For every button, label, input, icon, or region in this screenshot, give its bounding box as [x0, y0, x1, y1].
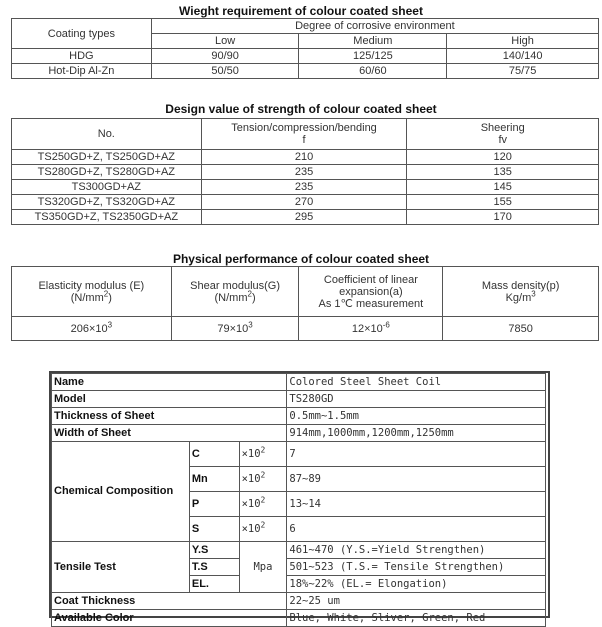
strength-cell: 120 [407, 150, 599, 165]
weight-level-high: High [447, 34, 599, 49]
strength-cell: 235 [201, 165, 407, 180]
spec-chem-unit [239, 517, 287, 542]
spec-chem-unit-base: ×10 [241, 447, 261, 460]
physical-col-elasticity [12, 267, 172, 317]
weight-title: Wieght requirement of colour coated sheet [179, 4, 423, 18]
spec-model-value: TS280GD [287, 391, 546, 408]
physical-col-density-unit: Kg/m [505, 291, 532, 304]
spec-chem-value: 7 [287, 442, 546, 467]
weight-row [12, 49, 599, 64]
physical-value-elasticity-base: 206×10 [70, 322, 108, 335]
physical-table [11, 266, 599, 341]
spec-tensile-key: Y.S [189, 542, 239, 559]
spec-name-value: Colored Steel Sheet Coil [287, 374, 546, 391]
weight-level-low: Low [151, 34, 299, 49]
weight-col-coating: Coating types [12, 19, 152, 49]
weight-cell: Hot-Dip Al-Zn [12, 64, 152, 79]
weight-cell: 125/125 [299, 49, 447, 64]
physical-col-expansion-note: As 1℃ measurement [318, 297, 424, 310]
physical-col-shear-exp: 2 [247, 288, 252, 298]
strength-cell: 295 [201, 210, 407, 225]
spec-chem-unit-exp: 2 [260, 495, 266, 504]
spec-coat-value: 22~25 um [287, 593, 546, 610]
spec-tensile-key: EL. [189, 576, 239, 593]
physical-col-shear-close: ) [251, 291, 256, 304]
weight-col-degree: Degree of corrosive environment [151, 19, 598, 34]
physical-col-shear-label: Shear modulus(G) [190, 279, 281, 292]
spec-name-label: Name [52, 374, 287, 391]
spec-model-label: Model [52, 391, 287, 408]
weight-cell: 50/50 [151, 64, 299, 79]
spec-chem-value: 13~14 [287, 492, 546, 517]
spec-color-value: Blue, White, Sliver, Green, Red [287, 610, 546, 627]
spec-chem-unit-exp: 2 [260, 445, 266, 454]
physical-col-density-exp: 3 [531, 288, 536, 298]
strength-row [12, 210, 599, 225]
strength-cell: 235 [201, 180, 407, 195]
strength-col-tension-symbol: f [302, 134, 306, 146]
spec-chem-element: S [189, 517, 239, 542]
strength-cell: 155 [407, 195, 599, 210]
physical-value-expansion [299, 317, 443, 341]
spec-color-label: Available Color [52, 610, 287, 627]
strength-row [12, 165, 599, 180]
spec-chem-unit-base: ×10 [241, 522, 261, 535]
strength-cell: TS280GD+Z, TS280GD+AZ [12, 165, 202, 180]
spec-chem-unit [239, 492, 287, 517]
weight-table [11, 18, 599, 79]
strength-cell: 135 [407, 165, 599, 180]
weight-row [12, 64, 599, 79]
physical-col-elasticity-unit: (N/mm [70, 291, 104, 304]
spec-chem-unit-exp: 2 [260, 470, 266, 479]
strength-cell: 210 [201, 150, 407, 165]
spec-coat-label: Coat Thickness [52, 593, 287, 610]
spec-chem-label: Chemical Composition [52, 442, 190, 542]
strength-col-tension [201, 119, 407, 150]
physical-col-elasticity-close: ) [108, 291, 112, 304]
strength-col-no: No. [12, 119, 202, 150]
physical-col-shear-unit: (N/mm [214, 291, 248, 304]
spec-width-value: 914mm,1000mm,1200mm,1250mm [287, 425, 546, 442]
spec-thickness-value: 0.5mm~1.5mm [287, 408, 546, 425]
strength-row [12, 195, 599, 210]
physical-value-elasticity-exp: 3 [107, 319, 113, 329]
strength-col-shear [407, 119, 599, 150]
spec-chem-unit [239, 442, 287, 467]
physical-value-density: 7850 [443, 317, 599, 341]
strength-col-tension-label: Tension/compression/bending [231, 122, 377, 134]
strength-title: Design value of strength of colour coated sheet [165, 102, 437, 116]
spec-tensile-value: 18%~22% (EL.= Elongation) [287, 576, 546, 593]
physical-value-expansion-exp: -6 [382, 319, 390, 329]
strength-row [12, 180, 599, 195]
strength-col-shear-symbol: fv [498, 134, 507, 146]
weight-cell: 140/140 [447, 49, 599, 64]
strength-cell: TS350GD+Z, TS2350GD+AZ [12, 210, 202, 225]
strength-row [12, 150, 599, 165]
spec-chem-unit-exp: 2 [260, 520, 266, 529]
spec-chem-unit-base: ×10 [241, 497, 261, 510]
weight-cell: 75/75 [447, 64, 599, 79]
weight-cell: HDG [12, 49, 152, 64]
spec-tensile-unit: Mpa [239, 542, 287, 593]
spec-thickness-label: Thickness of Sheet [52, 408, 287, 425]
physical-col-expansion [299, 267, 443, 317]
physical-col-expansion-label: Coefficient of linear [323, 273, 418, 286]
spec-chem-value: 87~89 [287, 467, 546, 492]
strength-cell: TS250GD+Z, TS250GD+AZ [12, 150, 202, 165]
physical-value-shear [171, 317, 299, 341]
spec-chem-element: P [189, 492, 239, 517]
spec-tensile-value: 461~470 (Y.S.=Yield Strengthen) [287, 542, 546, 559]
spec-tensile-value: 501~523 (T.S.= Tensile Strengthen) [287, 559, 546, 576]
spec-width-label: Width of Sheet [52, 425, 287, 442]
physical-value-expansion-base: 12×10 [351, 322, 383, 335]
physical-col-density-label: Mass density(p) [481, 279, 560, 292]
physical-row [12, 317, 599, 341]
weight-level-medium: Medium [299, 34, 447, 49]
spec-tensile-label: Tensile Test [52, 542, 190, 593]
spec-table [51, 373, 546, 627]
physical-col-density [443, 267, 599, 317]
strength-cell: TS300GD+AZ [12, 180, 202, 195]
strength-table [11, 118, 599, 225]
strength-cell: 170 [407, 210, 599, 225]
physical-value-shear-exp: 3 [248, 319, 253, 329]
weight-cell: 90/90 [151, 49, 299, 64]
strength-cell: 270 [201, 195, 407, 210]
spec-chem-unit [239, 467, 287, 492]
physical-title: Physical performance of colour coated sheet [172, 252, 430, 266]
spec-chem-element: Mn [189, 467, 239, 492]
physical-col-elasticity-exp: 2 [103, 288, 109, 298]
spec-chem-element: C [189, 442, 239, 467]
physical-value-shear-base: 79×10 [217, 322, 249, 335]
physical-col-expansion-label2: expansion(a) [339, 285, 403, 298]
strength-cell: 145 [407, 180, 599, 195]
physical-col-elasticity-label: Elasticity modulus (E) [38, 279, 145, 292]
physical-col-shear [171, 267, 299, 317]
physical-value-elasticity [12, 317, 172, 341]
spec-chem-value: 6 [287, 517, 546, 542]
strength-col-shear-label: Sheering [480, 122, 525, 134]
weight-cell: 60/60 [299, 64, 447, 79]
strength-cell: TS320GD+Z, TS320GD+AZ [12, 195, 202, 210]
spec-tensile-key: T.S [189, 559, 239, 576]
spec-chem-unit-base: ×10 [241, 472, 261, 485]
